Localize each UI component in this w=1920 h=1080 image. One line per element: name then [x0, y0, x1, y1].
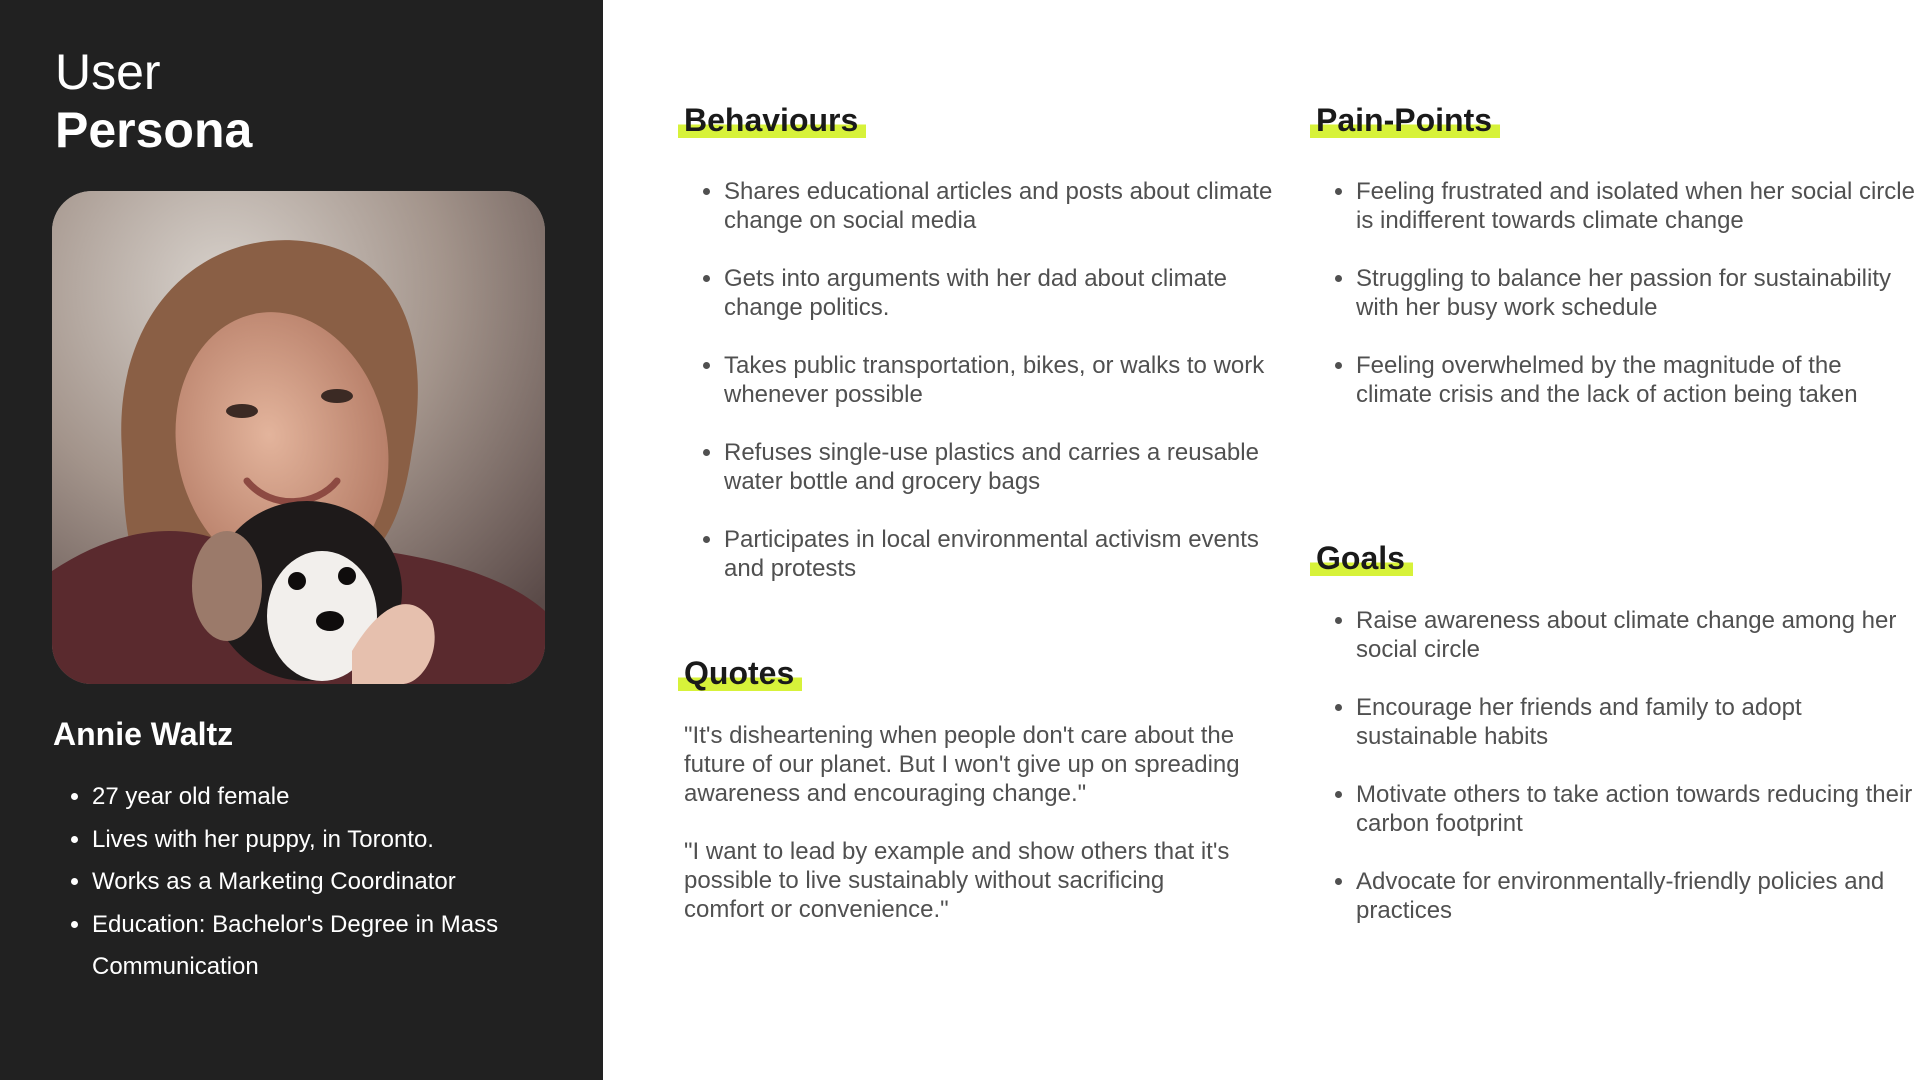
- fact-item: • Education: Bachelor's Degree in Mass Communication: [92, 904, 612, 989]
- persona-facts-list: [53, 776, 612, 989]
- pain-points-heading: Pain-Points: [1310, 102, 1500, 138]
- list-item: • Advocate for environmentally-friendly policies and practices: [1356, 867, 1916, 925]
- list-item: • Takes public transportation, bikes, or walks to work whenever possible: [724, 351, 1284, 409]
- behaviours-list: [684, 177, 1284, 612]
- persona-photo: [52, 191, 545, 684]
- behaviours-heading: Behaviours: [678, 102, 866, 138]
- list-item: • Participates in local environmental activism events and protests: [724, 525, 1284, 583]
- quote-text: "It's disheartening when people don't care about the future of our planet. But I won't give up on spreading awareness and encouraging change.": [684, 722, 1240, 807]
- page-title-line1: User: [55, 44, 161, 100]
- fact-item: • Works as a Marketing Coordinator: [92, 861, 612, 904]
- list-item: • Motivate others to take action towards reducing their carbon footprint: [1356, 780, 1916, 838]
- list-item: • Shares educational articles and posts about climate change on social media: [724, 177, 1284, 235]
- list-item: • Feeling overwhelmed by the magnitude of the climate crisis and the lack of action being taken: [1356, 351, 1916, 409]
- page-title-line2: Persona: [55, 102, 253, 158]
- quotes-heading: Quotes: [678, 655, 802, 691]
- list-item: • Struggling to balance her passion for sustainability with her busy work schedule: [1356, 264, 1916, 322]
- persona-name: Annie Waltz: [53, 716, 234, 752]
- list-item: • Refuses single-use plastics and carries a reusable water bottle and grocery bags: [724, 438, 1284, 496]
- quotes-block: [684, 721, 1244, 953]
- goals-heading: Goals: [1310, 540, 1413, 576]
- goals-list: [1316, 606, 1916, 954]
- fact-item: • 27 year old female: [92, 776, 612, 819]
- list-item: • Encourage her friends and family to adopt sustainable habits: [1356, 693, 1916, 751]
- persona-sidebar: [0, 0, 603, 1080]
- quote-text: "I want to lead by example and show others that it's possible to live sustainably without sacrificing comfort or convenience.": [684, 838, 1230, 923]
- pain-points-list: [1316, 177, 1916, 438]
- list-item: • Feeling frustrated and isolated when her social circle is indifferent towards climate change: [1356, 177, 1916, 235]
- list-item: • Gets into arguments with her dad about climate change politics.: [724, 264, 1284, 322]
- fact-item: • Lives with her puppy, in Toronto.: [92, 819, 612, 862]
- list-item: • Raise awareness about climate change among her social circle: [1356, 606, 1916, 664]
